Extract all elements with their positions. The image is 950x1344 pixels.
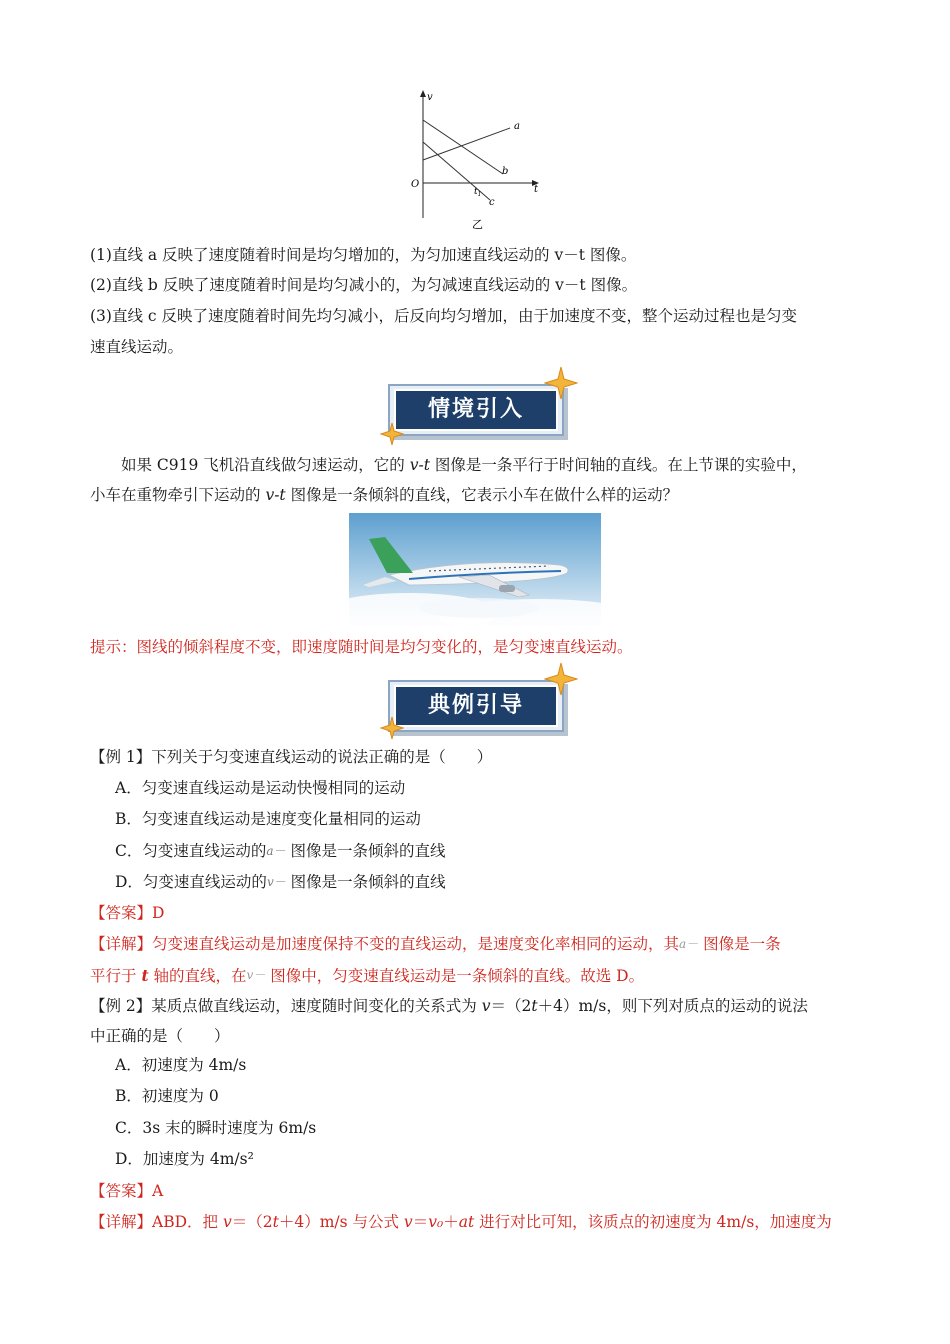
example-1-explanation-line-2: 平行于 t 轴的直线，在$^{v-}$ 图像中，匀变速直线运动是一条倾斜的直线。故选 D。 bbox=[90, 966, 645, 985]
scenario-line-1: 如果 C919 飞机沿直线做匀速运动，它的 v-t 图像是一条平行于时间轴的直线。在上节课的实验中， bbox=[121, 456, 807, 474]
c919-airplane-image bbox=[349, 513, 601, 625]
example-2-option-c: C．3s 末的瞬时速度为 6m/s bbox=[115, 1119, 317, 1137]
vt-graph bbox=[400, 88, 550, 233]
example-1-option-a: A．匀变速直线运动是运动快慢相同的运动 bbox=[115, 779, 406, 797]
line-b bbox=[423, 120, 503, 174]
v-axis-arrow bbox=[420, 90, 426, 97]
intro-item-3-line-2: 速直线运动。 bbox=[90, 338, 184, 356]
banner-title: 情境引入 bbox=[394, 389, 558, 431]
example-1-title: 【例 1】下列关于匀变速直线运动的说法正确的是（ ） bbox=[90, 748, 493, 766]
example-2-option-a: A．初速度为 4m/s bbox=[115, 1056, 247, 1074]
intro-item-1: (1)直线 a 反映了速度随着时间是均匀增加的，为匀加速直线运动的 v－t 图像。 bbox=[90, 246, 637, 264]
star-icon bbox=[380, 422, 404, 446]
star-icon bbox=[544, 662, 578, 696]
line-a-label: a bbox=[514, 121, 520, 132]
t-axis-label: t bbox=[534, 184, 539, 195]
line-c-label: c bbox=[489, 197, 495, 208]
example-1-option-b: B．匀变速直线运动是速度变化量相同的运动 bbox=[115, 810, 421, 828]
example-2-option-b: B．初速度为 0 bbox=[115, 1087, 219, 1105]
example-1-option-d: D．匀变速直线运动的$^{v-}$ 图像是一条倾斜的直线 bbox=[115, 873, 446, 891]
v-axis-label: v bbox=[427, 92, 433, 103]
example-2-title-line-1: 【例 2】某质点做直线运动，速度随时间变化的关系式为 v＝（2t＋4）m/s，则下列对质点的运动的说法 bbox=[90, 997, 808, 1015]
example-1-option-c: C．匀变速直线运动的$^{a-}$ 图像是一条倾斜的直线 bbox=[115, 842, 446, 860]
intro-item-3-line-1: (3)直线 c 反映了速度随着时间先均匀减小，后反向均匀增加，由于加速度不变，整个运动过程也是匀变 bbox=[90, 307, 797, 325]
scenario-line-2: 小车在重物牵引下运动的 v-t 图像是一条倾斜的直线，它表示小车在做什么样的运动？ bbox=[90, 486, 679, 504]
example-1-answer: 【答案】D bbox=[90, 904, 165, 922]
example-2-answer: 【答案】A bbox=[90, 1182, 164, 1200]
example-1-explanation-line-1: 【详解】匀变速直线运动是加速度保持不变的直线运动，是速度变化率相同的运动，其$^{a-}$ 图像是一条 bbox=[90, 935, 781, 953]
example-2-title-line-2: 中正确的是（ ） bbox=[90, 1027, 230, 1045]
t1-label: $t_1$ bbox=[474, 187, 482, 198]
banner-title: 典例引导 bbox=[394, 685, 558, 727]
star-icon bbox=[380, 716, 404, 740]
hint-text: 提示：图线的倾斜程度不变，即速度随时间是均匀变化的，是匀变速直线运动。 bbox=[90, 638, 633, 656]
line-b-label: b bbox=[502, 166, 509, 177]
example-2-option-d: D．加速度为 4m/s² bbox=[115, 1150, 254, 1168]
example-2-explanation: 【详解】ABD．把 v＝（2t＋4）m/s 与公式 v＝v₀＋at 进行对比可知，该质点的初速度为 4m/s，加速度为 bbox=[90, 1213, 832, 1231]
line-a bbox=[423, 128, 510, 160]
star-icon bbox=[544, 366, 578, 400]
origin-label: O bbox=[411, 179, 420, 190]
intro-item-2: (2)直线 b 反映了速度随着时间是均匀减小的，为匀减速直线运动的 v－t 图像。 bbox=[90, 276, 638, 294]
graph-caption: 乙 bbox=[472, 218, 483, 231]
